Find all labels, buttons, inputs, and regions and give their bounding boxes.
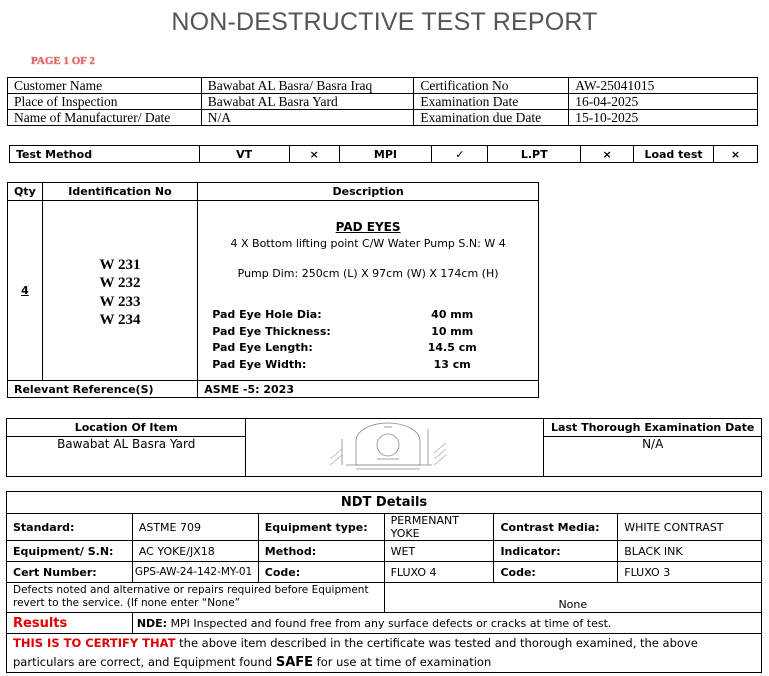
ndt-value: AC YOKE/JX18 xyxy=(132,541,258,562)
certify-text-2: for use at time of examination xyxy=(313,655,492,669)
results-label: Results xyxy=(7,613,133,634)
spec-value: 40 mm xyxy=(431,308,474,321)
spec-row xyxy=(212,307,538,324)
location-table xyxy=(6,418,762,477)
ndt-title: NDT Details xyxy=(7,492,762,514)
page-number: PAGE 1 OF 2 xyxy=(31,55,95,67)
id-item: W 232 xyxy=(99,275,141,291)
ndt-label: Standard: xyxy=(7,514,133,541)
desc-title: PAD EYES xyxy=(335,220,401,234)
spec-row xyxy=(212,324,538,341)
manufacturer-label: Name of Manufacturer/ Date xyxy=(8,110,202,126)
reference-value: ASME -5: 2023 xyxy=(198,381,539,398)
qty-header: Qty xyxy=(8,183,43,201)
due-value: 15-10-2025 xyxy=(569,110,758,126)
method-load-test-mark: × xyxy=(714,146,758,163)
desc-header: Description xyxy=(198,183,539,201)
certify-safe: SAFE xyxy=(275,655,314,670)
ndt-label: Contrast Media: xyxy=(494,514,618,541)
certify-red: THIS IS TO CERTIFY THAT xyxy=(13,636,176,650)
ndt-value: GPS-AW-24-142-MY-01 xyxy=(132,562,258,583)
info-table xyxy=(7,77,758,126)
customer-value: Bawabat AL Basra/ Basra Iraq xyxy=(201,78,414,94)
ndt-label: Equipment/ S.N: xyxy=(7,541,133,562)
method-vt: VT xyxy=(199,146,289,163)
id-item: W 231 xyxy=(99,256,141,273)
nde-text: MPI Inspected and found free from any surface defects or cracks at time of test. xyxy=(170,616,612,630)
id-item: W 233 xyxy=(99,293,141,310)
qty-value: 4 xyxy=(8,201,43,381)
ndt-value: PERMENANT YOKE xyxy=(384,514,494,541)
cert-label: Certification No xyxy=(414,78,569,94)
certify-statement xyxy=(7,634,762,673)
spec-row xyxy=(212,357,538,374)
spec-label: Pad Eye Length: xyxy=(212,341,313,354)
spec-value: 13 cm xyxy=(433,357,471,371)
method-mpi: MPI xyxy=(339,146,432,163)
items-table xyxy=(7,182,539,398)
ndt-value: BLACK INK xyxy=(618,541,762,562)
customer-label: Customer Name xyxy=(8,78,202,94)
report-title: NON-DESTRUCTIVE TEST REPORT xyxy=(171,8,598,36)
spec-label: Pad Eye Thickness: xyxy=(212,324,331,338)
exam-value: 16-04-2025 xyxy=(569,94,758,110)
method-lpt: L.PT xyxy=(488,146,581,163)
spec-value: 14.5 cm xyxy=(427,341,477,354)
ndt-value: FLUXO 4 xyxy=(384,562,494,583)
location-value: Bawabat AL Basra Yard xyxy=(7,437,246,477)
ndt-value: FLUXO 3 xyxy=(618,562,762,583)
ndt-label: Cert Number: xyxy=(7,562,133,583)
due-label: Examination due Date xyxy=(414,110,569,126)
ndt-value: WHITE CONTRAST xyxy=(618,514,762,541)
place-label: Place of Inspection xyxy=(8,94,202,110)
desc-line-1: 4 X Bottom lifting point C/W Water Pump S.N: W 4 xyxy=(230,237,506,250)
id-header: Identification No xyxy=(42,183,197,201)
ndt-label: Equipment type: xyxy=(258,514,384,541)
id-item: W 234 xyxy=(99,312,141,328)
defects-value: None xyxy=(384,583,761,613)
cert-value: AW-25041015 xyxy=(569,78,758,94)
spec-label: Pad Eye Width: xyxy=(212,357,307,371)
method-lpt-mark: × xyxy=(581,146,634,163)
ndt-label: Method: xyxy=(258,541,384,562)
ndt-label: Indicator: xyxy=(494,541,618,562)
pad-eye-drawing xyxy=(246,419,544,477)
certify-text-1: the above item described in the certificate was tested and thorough examined, the above particulars are correct, and Equipment found xyxy=(13,636,698,669)
ndt-value: WET xyxy=(384,541,494,562)
ndt-label: Code: xyxy=(258,562,384,583)
reference-label: Relevant Reference(S) xyxy=(8,381,198,398)
test-method-table xyxy=(9,145,758,163)
nde-cell xyxy=(132,613,761,634)
last-exam-header: Last Thorough Examination Date xyxy=(544,419,762,437)
place-value: Bawabat AL Basra Yard xyxy=(201,94,414,110)
ndt-value: ASTME 709 xyxy=(132,514,258,541)
spec-label: Pad Eye Hole Dia: xyxy=(212,308,322,321)
ndt-label: Code: xyxy=(494,562,618,583)
description-cell xyxy=(198,201,539,381)
id-list xyxy=(42,201,197,381)
manufacturer-value: N/A xyxy=(201,110,414,126)
ndt-table xyxy=(6,491,762,673)
exam-label: Examination Date xyxy=(414,94,569,110)
desc-line-2: Pump Dim: 250cm (L) X 97cm (W) X 174cm (H) xyxy=(237,267,499,280)
test-method-label: Test Method xyxy=(10,146,200,163)
spec-value: 10 mm xyxy=(431,324,474,338)
pad-eye-sketch-icon xyxy=(246,419,542,473)
spec-list xyxy=(198,307,538,373)
method-load-test: Load test xyxy=(634,146,714,163)
last-exam-value: N/A xyxy=(544,437,762,477)
method-mpi-mark: ✓ xyxy=(432,146,488,163)
defects-label: Defects noted and alternative or repairs required before Equipment revert to the service. (If none enter “None” xyxy=(7,583,385,613)
nde-label: NDE: xyxy=(136,616,168,630)
spec-row xyxy=(212,340,538,357)
location-header: Location Of Item xyxy=(7,419,246,437)
method-vt-mark: × xyxy=(289,146,339,163)
